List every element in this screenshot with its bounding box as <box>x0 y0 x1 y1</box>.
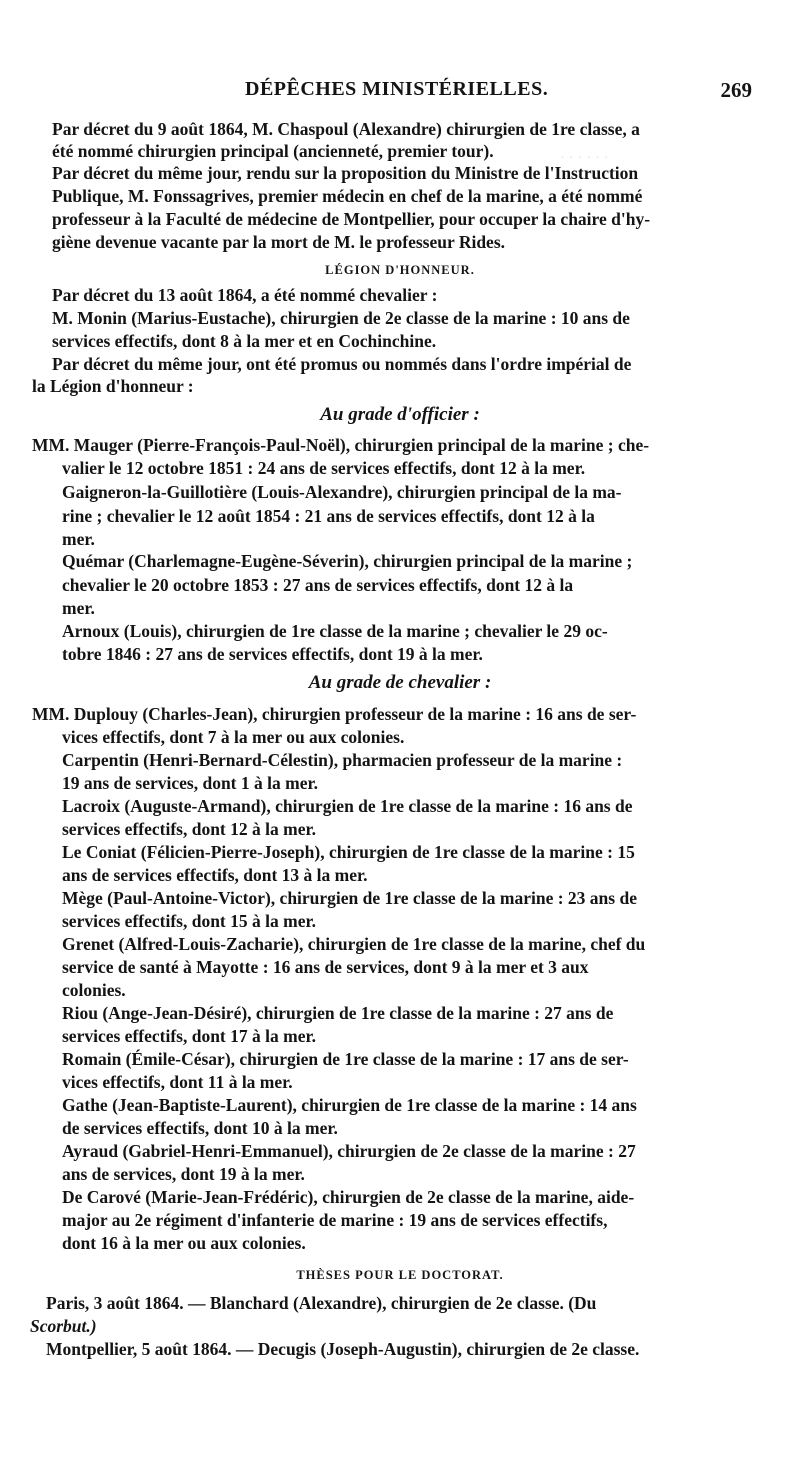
text-line: Par décret du 9 août 1864, M. Chaspoul (Alexandre) chirurgien de 1re classe, a <box>52 119 640 139</box>
text-line: service de santé à Mayotte : 16 ans de services, dont 9 à la mer et 3 aux <box>62 957 589 977</box>
text-line: Par décret du même jour, rendu sur la proposition du Ministre de l'Instruction <box>52 163 639 183</box>
text-line: Ayraud (Gabriel-Henri-Emmanuel), chirurgien de 2e classe de la marine : 27 <box>62 1141 636 1161</box>
text-line: Grenet (Alfred-Louis-Zacharie), chirurgien de 1re classe de la marine, chef du <box>62 934 646 954</box>
text-line: été nommé chirurgien principal (ancienneté, premier tour). <box>52 141 494 161</box>
text-line: mer. <box>62 598 95 618</box>
text-line: Quémar (Charlemagne-Eugène-Séverin), chirurgien principal de la marine ; <box>62 551 633 571</box>
subsection-title: Au grade de chevalier : <box>308 672 492 693</box>
text-line: dont 16 à la mer ou aux colonies. <box>62 1233 306 1253</box>
text-line: MM. Duplouy (Charles-Jean), chirurgien professeur de la marine : 16 ans de ser- <box>32 704 637 724</box>
text-line: De Carové (Marie-Jean-Frédéric), chirurgien de 2e classe de la marine, aide- <box>62 1187 635 1207</box>
text-line: de services effectifs, dont 10 à la mer. <box>62 1118 338 1138</box>
text-line: Arnoux (Louis), chirurgien de 1re classe de la marine ; chevalier le 29 oc- <box>62 621 608 641</box>
text-line: Gaigneron-la-Guillotière (Louis-Alexandre), chirurgien principal de la ma- <box>62 482 622 502</box>
text-line: services effectifs, dont 15 à la mer. <box>62 911 316 931</box>
text-line: Montpellier, 5 août 1864. — Decugis (Joseph-Augustin), chirurgien de 2e classe. <box>46 1339 640 1359</box>
text-line: services effectifs, dont 12 à la mer. <box>62 819 316 839</box>
text-line: vices effectifs, dont 11 à la mer. <box>62 1072 293 1092</box>
text-line: Mège (Paul-Antoine-Victor), chirurgien de 1re classe de la marine : 23 ans de <box>62 888 637 908</box>
text-line: MM. Mauger (Pierre-François-Paul-Noël), chirurgien principal de la marine ; che- <box>32 435 650 455</box>
text-line: ans de services effectifs, dont 13 à la mer. <box>62 865 368 885</box>
text-line: Carpentin (Henri-Bernard-Célestin), pharmacien professeur de la marine : <box>62 750 623 770</box>
text-line: Paris, 3 août 1864. — Blanchard (Alexandre), chirurgien de 2e classe. (Du <box>46 1293 597 1313</box>
subsection-title: Au grade d'officier : <box>320 404 480 425</box>
text-line: Scorbut.) <box>30 1316 97 1336</box>
text-line: la Légion d'honneur : <box>32 376 194 396</box>
text-line: services effectifs, dont 17 à la mer. <box>62 1026 316 1046</box>
text-line: mer. <box>62 529 95 549</box>
text-line: Publique, M. Fonssagrives, premier médecin en chef de la marine, a été nommé <box>52 186 643 206</box>
text-line: colonies. <box>62 980 126 1000</box>
page-header <box>0 78 800 108</box>
text-line: Le Coniat (Félicien-Pierre-Joseph), chirurgien de 1re classe de la marine : 15 <box>62 842 635 862</box>
text-line: giène devenue vacante par la mort de M. le professeur Rides. <box>52 232 506 252</box>
text-line: professeur à la Faculté de médecine de Montpellier, pour occuper la chaire d'hy- <box>52 209 651 229</box>
text-line: tobre 1846 : 27 ans de services effectifs, dont 19 à la mer. <box>62 644 483 664</box>
text-line: Par décret du même jour, ont été promus ou nommés dans l'ordre impérial de <box>52 354 632 374</box>
text-line: Romain (Émile-César), chirurgien de 1re classe de la marine : 17 ans de ser- <box>62 1049 629 1069</box>
section-heading: LÉGION D'HONNEUR. <box>325 263 475 277</box>
text-line: major au 2e régiment d'infanterie de marine : 19 ans de services effectifs, <box>62 1210 608 1230</box>
text-line: valier le 12 octobre 1851 : 24 ans de services effectifs, dont 12 à la mer. <box>62 458 586 478</box>
text-line: rine ; chevalier le 12 août 1854 : 21 ans de services effectifs, dont 12 à la <box>62 506 595 526</box>
text-line: 19 ans de services, dont 1 à la mer. <box>62 773 319 793</box>
text-line: Lacroix (Auguste-Armand), chirurgien de 1re classe de la marine : 16 ans de <box>62 796 633 816</box>
section-heading: THÈSES POUR LE DOCTORAT. <box>296 1268 504 1282</box>
text-line: chevalier le 20 octobre 1853 : 27 ans de services effectifs, dont 12 à la <box>62 575 574 595</box>
text-line: Gathe (Jean-Baptiste-Laurent), chirurgien de 1re classe de la marine : 14 ans <box>62 1095 637 1115</box>
running-title: DÉPÊCHES MINISTÉRIELLES. <box>245 78 549 100</box>
text-line: Riou (Ange-Jean-Désiré), chirurgien de 1re classe de la marine : 27 ans de <box>62 1003 614 1023</box>
text-line: services effectifs, dont 8 à la mer et en Cochinchine. <box>52 331 437 351</box>
text-line: M. Monin (Marius-Eustache), chirurgien de 2e classe de la marine : 10 ans de <box>52 308 630 328</box>
bleed-through-text: · · · · · · <box>560 150 609 166</box>
text-line: ans de services, dont 19 à la mer. <box>62 1164 305 1184</box>
text-line: Par décret du 13 août 1864, a été nommé chevalier : <box>52 285 438 305</box>
text-line: vices effectifs, dont 7 à la mer ou aux colonies. <box>62 727 405 747</box>
page-number: 269 <box>720 78 752 102</box>
